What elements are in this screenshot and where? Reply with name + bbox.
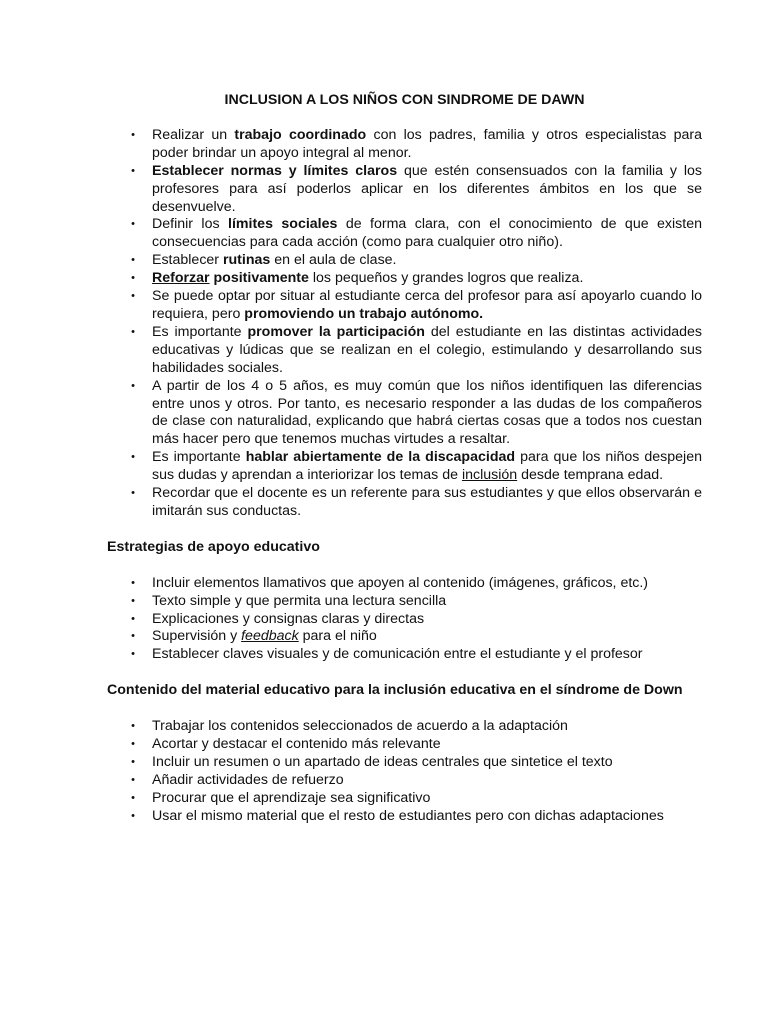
list-item: [107, 485, 702, 521]
text-segment: Procurar que el aprendizaje sea significativo: [152, 789, 431, 806]
text-segment: trabajo coordinado: [234, 126, 367, 143]
text-segment: que estén consensuados con la familia y los profesores para así poderlos aplicar en los diferentes ámbitos en los que se desenvuelve.: [152, 162, 702, 215]
bullet-icon: •: [131, 290, 135, 303]
text-segment: de forma clara, con el conocimiento de que existen consecuencias para cada acción (como para cualquier otro niño).: [152, 216, 702, 251]
bullet-icon: •: [131, 487, 135, 500]
list-item: [107, 790, 702, 808]
text-segment: [152, 270, 210, 286]
bullet-icon: •: [131, 756, 135, 768]
text-segment: Recordar que el docente es un referente para sus estudiantes y que ellos observarán e imitarán sus conductas.: [152, 485, 702, 519]
text-segment: rutinas: [222, 252, 271, 269]
list-item: [107, 127, 702, 163]
bullet-icon: •: [131, 612, 135, 625]
bullet-icon: •: [131, 379, 135, 392]
bullet-icon: •: [131, 325, 135, 338]
bullet-icon: •: [131, 218, 135, 231]
text-segment: Incluir elementos llamativos que apoyen al contenido (imágenes, gráficos, etc.): [152, 574, 649, 591]
bullet-icon: •: [131, 648, 135, 661]
text-segment: en el aula de clase.: [270, 252, 397, 269]
list-item: [107, 808, 702, 826]
list-item: [107, 736, 702, 754]
list-item: [107, 628, 702, 646]
bullet-icon: •: [131, 738, 135, 751]
text-segment: con los padres, familia y otros especialistas para poder brindar un apoyo integral al menor.: [152, 126, 702, 161]
list-item: [107, 593, 702, 611]
text-segment: Trabajar los contenidos seleccionados de acuerdo a la adaptación: [152, 718, 568, 735]
bullet-icon: •: [131, 254, 135, 267]
underlined-text: feedback: [241, 628, 299, 645]
document-title: INCLUSION A LOS NIÑOS CON SINDROME DE DAWN: [224, 92, 585, 108]
bullet-icon: •: [131, 576, 135, 589]
bullet-icon: •: [131, 791, 135, 804]
text-segment: Establecer claves visuales y de comunicación entre el estudiante y el profesor: [152, 646, 643, 663]
list-item: [107, 754, 702, 772]
list-item: [107, 449, 702, 485]
strategies-list: [107, 575, 702, 665]
text-segment: Supervisión y: [152, 628, 242, 645]
list-item: [107, 611, 702, 629]
text-segment: límites sociales: [228, 216, 338, 233]
text-segment: promoviendo un trabajo autónomo.: [244, 305, 484, 322]
text-segment: del estudiante en las distintas actividades educativas y lúdicas que se realizan en el colegio, estimulando y desarrollando sus habilidades sociales.: [152, 323, 702, 376]
text-segment: hablar abiertamente de la discapacidad: [245, 449, 516, 466]
list-item: [107, 252, 702, 270]
text-segment: Acortar y destacar el contenido más relevante: [152, 736, 441, 753]
text-segment: Texto simple y que permita una lectura sencilla: [152, 592, 447, 609]
text-segment: Definir los: [152, 216, 229, 233]
text-segment: los pequeños y grandes logros que realiza.: [308, 270, 584, 287]
bullet-icon: •: [131, 451, 135, 464]
text-segment: Establecer normas y límites claros: [152, 162, 398, 179]
text-segment: para el niño: [298, 628, 377, 645]
underlined-text: Reforzar: [152, 270, 210, 287]
section-heading-strategies: Estrategias de apoyo educativo: [107, 538, 320, 555]
text-segment: promover la participación: [247, 323, 425, 340]
inclusion-guidelines-list: [107, 127, 702, 521]
text-segment: para que los niños despejen sus dudas y aprendan a interiorizar los temas de: [152, 449, 702, 484]
text-segment: Es importante: [152, 323, 248, 340]
text-segment: inclusión: [461, 467, 518, 484]
document-page: [107, 92, 702, 826]
text-segment: Establecer: [152, 252, 223, 269]
list-item: [107, 324, 702, 378]
text-segment: Realizar un: [152, 126, 235, 143]
text-segment: Es importante: [152, 449, 246, 466]
bullet-icon: •: [131, 809, 135, 822]
text-segment: Usar el mismo material que el resto de estudiantes pero con dichas adaptaciones: [152, 807, 664, 824]
text-segment: Se puede optar por situar al estudiante cerca del profesor para así apoyarlo cuando lo requiera, pero: [152, 288, 702, 322]
list-item: [107, 378, 702, 450]
text-segment: [241, 628, 299, 644]
bullet-icon: •: [131, 630, 135, 643]
list-item: [107, 575, 702, 593]
list-item: [107, 646, 702, 664]
text-segment: Incluir un resumen o un apartado de ideas centrales que sintetice el texto: [152, 754, 613, 770]
text-segment: desde temprana edad.: [517, 467, 664, 484]
list-item: [107, 216, 702, 252]
list-item: [107, 718, 702, 736]
bullet-icon: •: [131, 720, 135, 733]
bullet-icon: •: [131, 164, 135, 177]
text-segment: Explicaciones y consignas claras y directas: [152, 610, 425, 627]
bullet-icon: •: [131, 773, 135, 786]
bullet-icon: •: [131, 594, 135, 607]
bullet-icon: •: [131, 128, 135, 141]
list-item: [107, 163, 702, 217]
text-segment: positivamente: [213, 270, 309, 287]
section-heading-content: Contenido del material educativo para la inclusión educativa en el síndrome de Down: [107, 682, 683, 699]
list-item: [107, 772, 702, 790]
list-item: [107, 270, 702, 288]
content-material-list: [107, 718, 702, 825]
list-item: [107, 288, 702, 324]
bullet-icon: •: [131, 272, 135, 285]
text-segment: Añadir actividades de refuerzo: [152, 771, 344, 788]
text-segment: A partir de los 4 o 5 años, es muy común que los niños identifiquen las diferencias entre unos y otros. Por tanto, es necesario responder a las dudas de los compañeros de clase con naturalidad, explicando que habrá ciertas cosas que a todos nos cuestan más hacer pero que tenemos muchas virtudes a resaltar.: [152, 377, 702, 448]
